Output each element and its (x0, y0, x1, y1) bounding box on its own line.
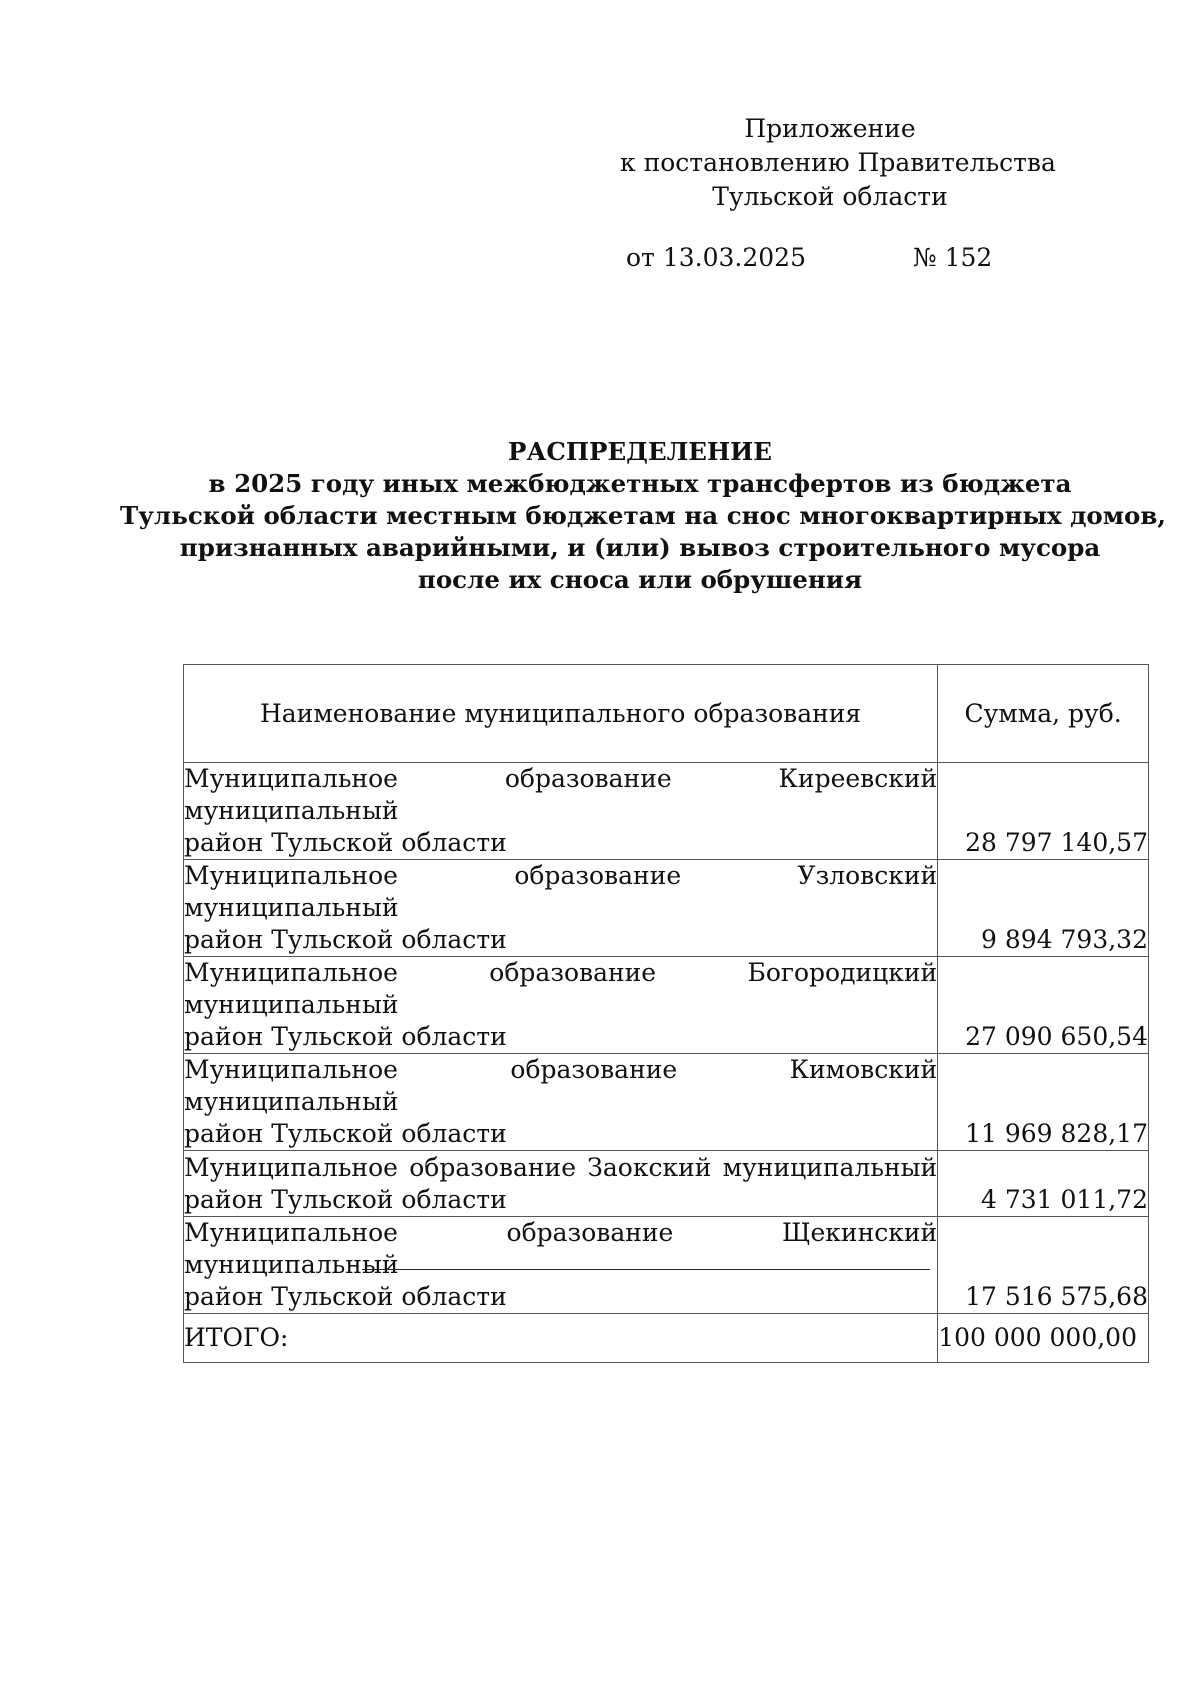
total-row (184, 1314, 1149, 1363)
appendix-header (620, 112, 1056, 214)
table-row (184, 1054, 1149, 1151)
total-sum: 100 000 000,00 (938, 1314, 1149, 1363)
municipality-name-line-2: район Тульской области (184, 1022, 507, 1051)
municipality-name-line-2: район Тульской области (184, 1185, 507, 1214)
appendix-region: Тульской области (712, 182, 948, 211)
municipality-name-line-1: Муниципальное образование Щекинский муниципальный (184, 1218, 938, 1279)
title-line-1: РАСПРЕДЕЛЕНИЕ (508, 437, 772, 466)
municipality-name-line-2: район Тульской области (184, 828, 507, 857)
municipality-sum: 27 090 650,54 (938, 957, 1149, 1054)
municipality-name-line-1: Муниципальное образование Узловский муниципальный (184, 861, 938, 922)
municipality-sum: 17 516 575,68 (938, 1217, 1149, 1314)
table-row (184, 860, 1149, 957)
municipality-sum: 28 797 140,57 (938, 763, 1149, 860)
municipality-name (184, 763, 938, 860)
title-line-4: признанных аварийными, и (или) вывоз строительного мусора (179, 533, 1101, 562)
municipality-sum: 4 731 011,72 (938, 1151, 1149, 1217)
municipality-name (184, 1151, 938, 1217)
document-title (120, 436, 1166, 596)
end-of-document-line (362, 1269, 930, 1270)
total-label: ИТОГО: (184, 1314, 938, 1363)
municipality-name (184, 957, 938, 1054)
municipality-sum: 9 894 793,32 (938, 860, 1149, 957)
municipality-name-line-1: Муниципальное образование Кимовский муниципальный (184, 1055, 938, 1116)
municipality-name-line-1: Муниципальное образование Заокский муниципальный (184, 1153, 938, 1182)
municipality-name-line-2: район Тульской области (184, 925, 507, 954)
municipality-name (184, 860, 938, 957)
title-line-5: после их сноса или обрушения (417, 565, 863, 594)
table-header-row (184, 665, 1149, 763)
table-row (184, 1217, 1149, 1314)
municipality-sum: 11 969 828,17 (938, 1054, 1149, 1151)
municipality-name-line-1: Муниципальное образование Киреевский муниципальный (184, 764, 938, 825)
header-sum: Сумма, руб. (938, 665, 1149, 763)
table-row (184, 957, 1149, 1054)
resolution-number: № 152 (913, 243, 993, 272)
municipality-name-line-2: район Тульской области (184, 1282, 507, 1311)
municipality-name (184, 1217, 938, 1314)
title-line-2: в 2025 году иных межбюджетных трансфертов из бюджета (208, 469, 1072, 498)
municipality-name-line-1: Муниципальное образование Богородицкий муниципальный (184, 958, 938, 1019)
distribution-table (183, 664, 1149, 1363)
title-line-3: Тульской области местным бюджетам на снос многоквартирных домов, (120, 501, 1166, 530)
table-row (184, 1151, 1149, 1217)
table-row (184, 763, 1149, 860)
header-name: Наименование муниципального образования (184, 665, 938, 763)
appendix-reference: к постановлению Правительства (620, 148, 1056, 177)
municipality-name (184, 1054, 938, 1151)
municipality-name-line-2: район Тульской области (184, 1119, 507, 1148)
resolution-date: от 13.03.2025 (626, 243, 806, 272)
appendix-title: Приложение (744, 114, 916, 143)
